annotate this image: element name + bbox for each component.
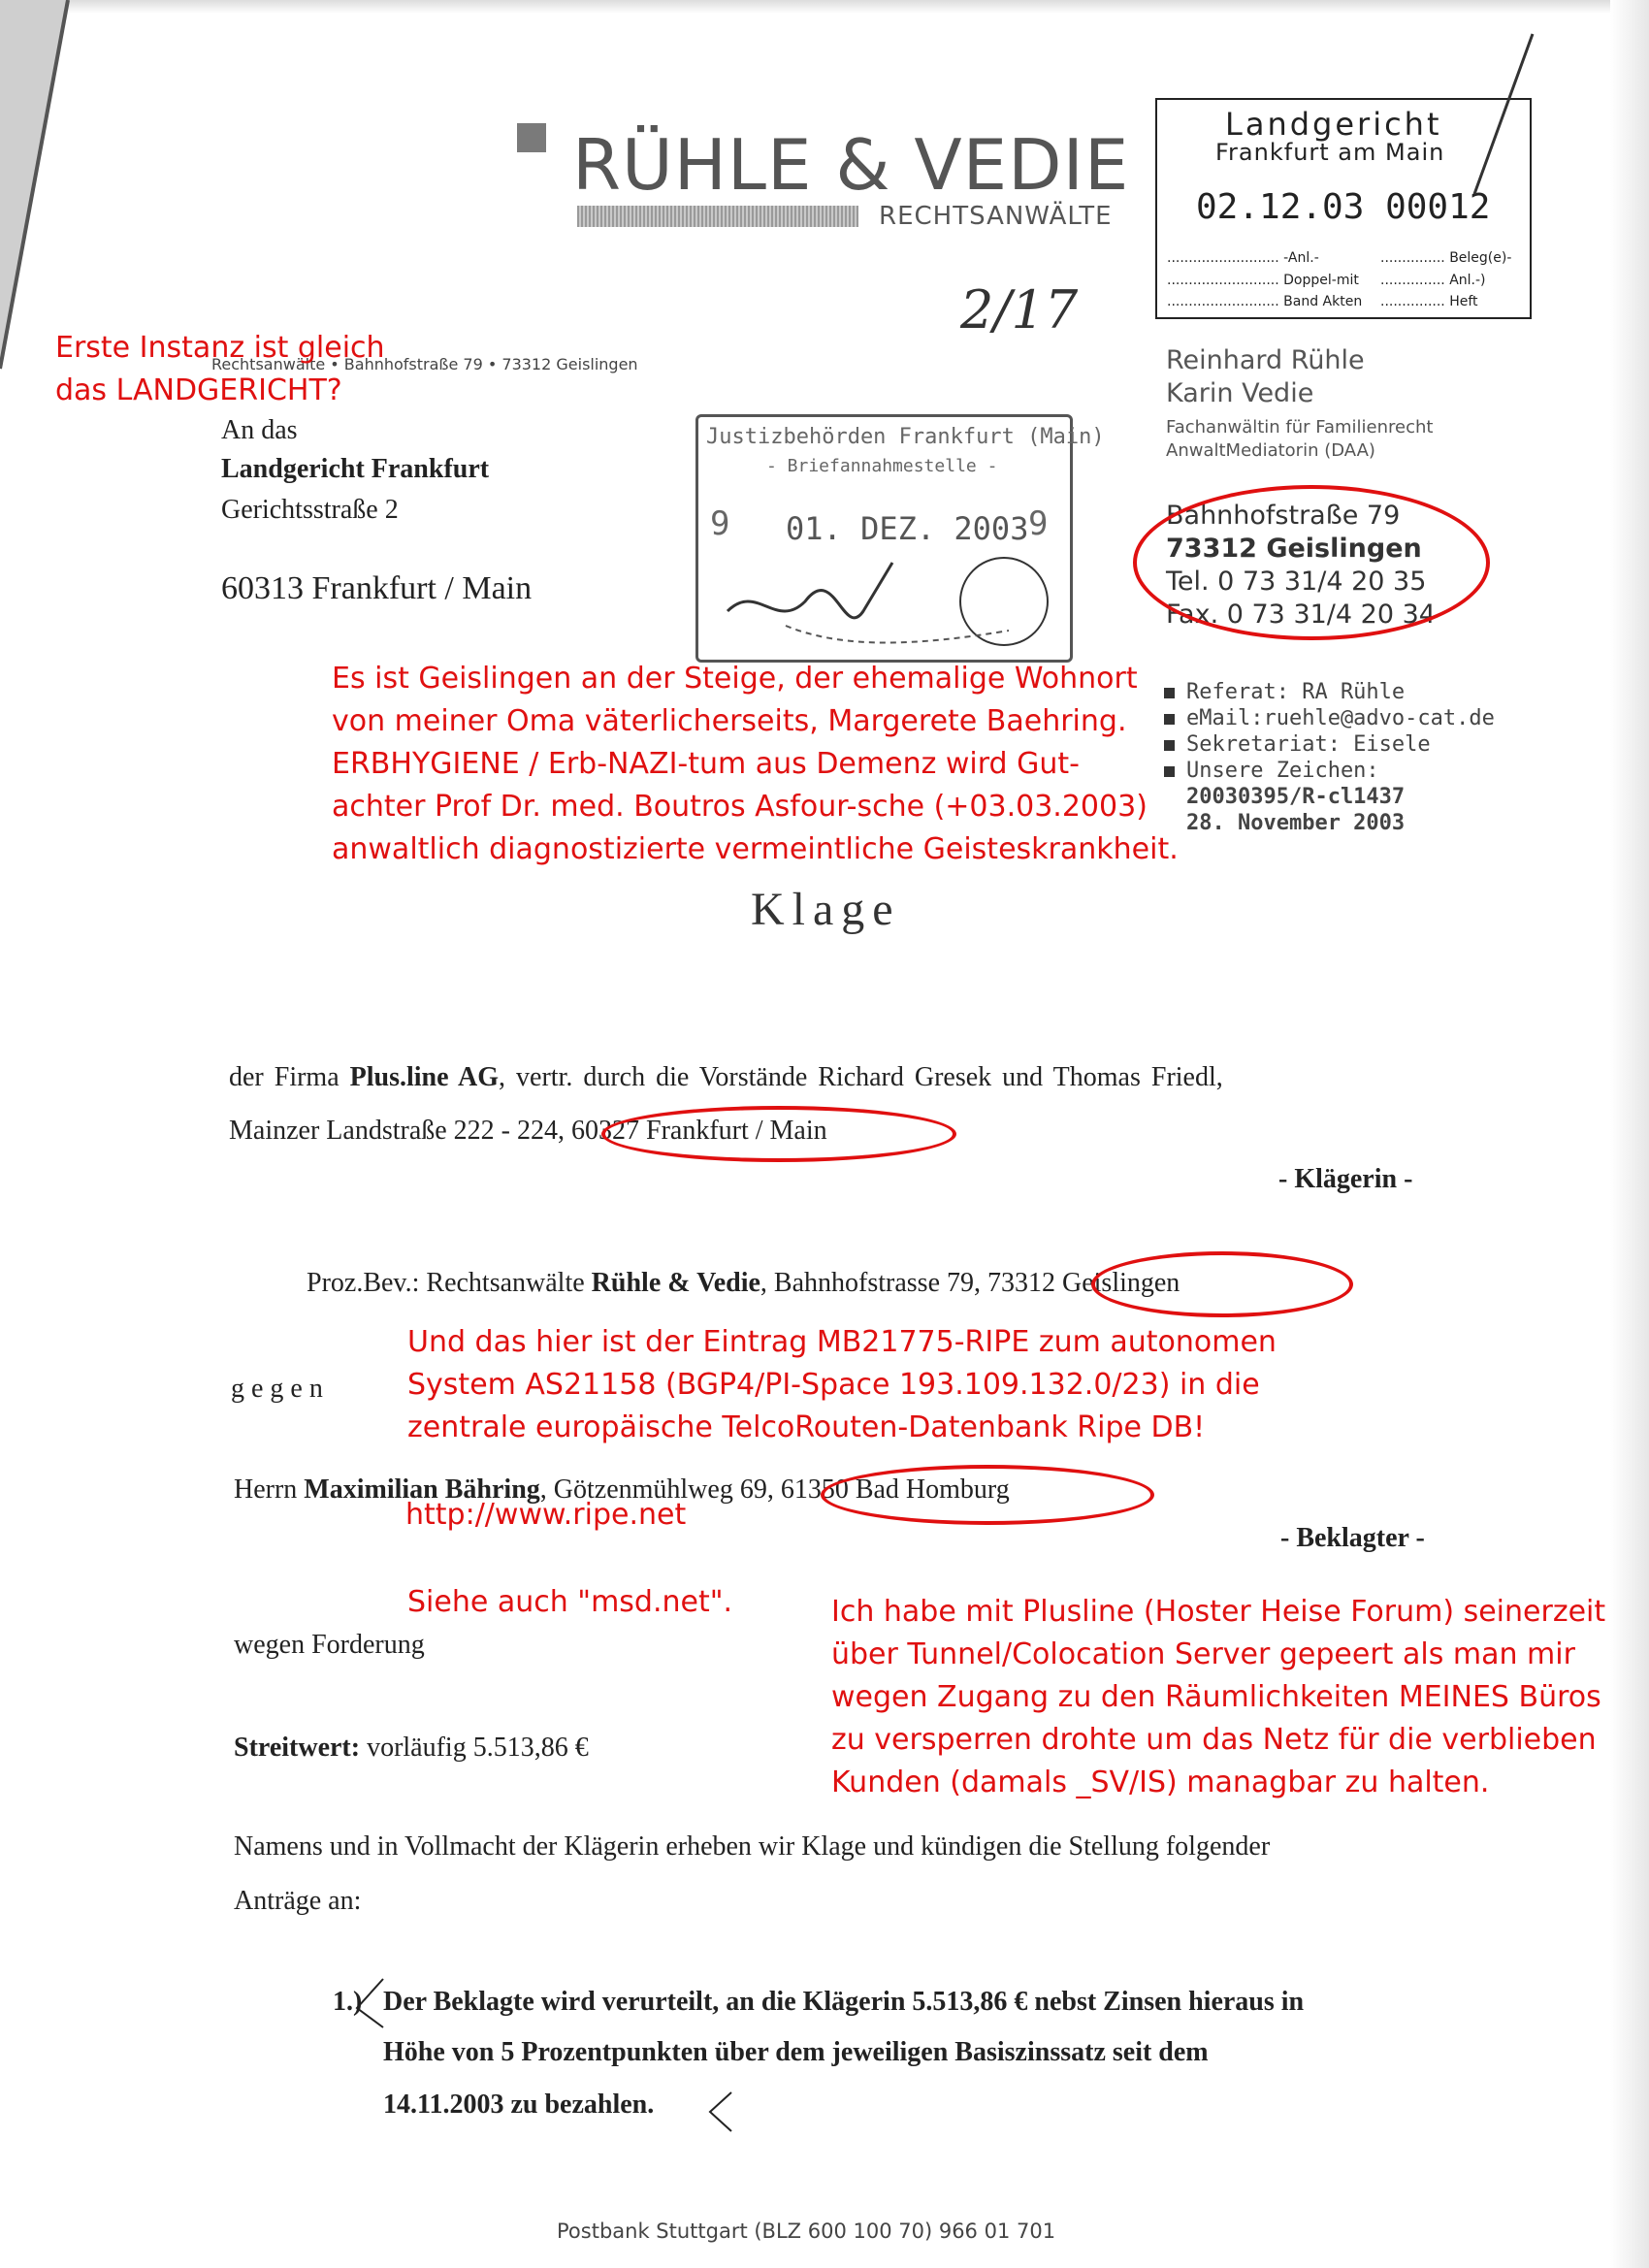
pen-stroke (1455, 29, 1542, 204)
pen-mark (704, 2088, 735, 2136)
office-fax: Fax. 0 73 31/4 20 34 (1166, 599, 1436, 630)
plaintiff-role: - Klägerin - (1278, 1164, 1413, 1194)
received-stamp-mark: 9 (710, 504, 730, 543)
folded-corner (0, 0, 87, 378)
court-stamp-title: Landgericht (1225, 106, 1442, 143)
court-stamp-row: .......................... Doppel-mit (1167, 273, 1359, 288)
dispute-value-label: Streitwert: (234, 1733, 361, 1763)
annotation-line: Es ist Geislingen an der Steige, der ehemalige Wohnort (332, 662, 1138, 696)
annotation-line: anwaltlich diagnostizierte vermeintliche Geisteskrankheit. (332, 832, 1179, 866)
recipient-court: Landgericht Frankfurt (221, 454, 490, 484)
claim-number: 1.) (333, 1987, 363, 2017)
defendant-name: Maximilian Bähring (304, 1474, 540, 1505)
highlight-ellipse-plaintiff-city (601, 1106, 956, 1162)
annotation-line: Erste Instanz ist gleich (55, 331, 385, 365)
counsel-line (307, 1268, 1180, 1299)
partner-name: Reinhard Rühle (1166, 345, 1365, 375)
sender-line: Rechtsanwälte • Bahnhofstraße 79 • 73312 Geislingen (211, 355, 638, 373)
annotation-note-plusline (831, 1591, 1605, 1804)
annotation-note-ripe (407, 1321, 1277, 1449)
partner-title: Fachanwältin für Familienrecht (1166, 417, 1434, 437)
claim-subject: wegen Forderung (234, 1630, 425, 1660)
firm-logo: RÜHLE & VEDIE (572, 124, 1130, 206)
annotation-line: Kunden (damals _SV/IS) managbar zu halten. (831, 1766, 1490, 1799)
claim-line: Höhe von 5 Prozentpunkten über dem jeweiligen Basiszinssatz seit dem (383, 2037, 1209, 2067)
letter-date: 28. November 2003 (1186, 811, 1406, 835)
scan-edge-top (0, 0, 1649, 14)
logo-mark (517, 123, 546, 152)
annotation-line: zentrale europäische TelcoRouten-Datenbank Ripe DB! (407, 1410, 1206, 1444)
scan-edge-right (1610, 0, 1649, 2268)
court-stamp-row: ............... Anl.-) (1380, 273, 1486, 288)
annotation-line: über Tunnel/Colocation Server gepeert als man mir (831, 1637, 1575, 1671)
reference-label: Unsere Zeichen: (1186, 759, 1379, 783)
plaintiff-address: Mainzer Landstraße 222 - 224, 60327 Frankfurt / Main (229, 1116, 827, 1146)
received-stamp-mark: 9 (1028, 504, 1049, 543)
referat: Referat: RA Rühle (1186, 680, 1406, 704)
handwritten-number: 2/17 (960, 279, 1079, 340)
annotation-note-msd: Siehe auch "msd.net". (407, 1585, 733, 1619)
recipient-city: 60313 Frankfurt / Main (221, 570, 533, 606)
office-tel: Tel. 0 73 31/4 20 35 (1166, 567, 1427, 597)
received-stamp-signature (698, 417, 1070, 660)
claim-line: Der Beklagte wird verurteilt, an die Klägerin 5.513,86 € nebst Zinsen hieraus in (383, 1987, 1305, 2017)
received-stamp-subtitle: - Briefannahmestelle - (766, 456, 998, 476)
defendant-role: - Beklagter - (1280, 1523, 1425, 1553)
claim-line: 14.11.2003 zu bezahlen. (383, 2090, 655, 2120)
text: , Bahnhofstrasse 79, 73312 Geislingen (760, 1268, 1180, 1298)
highlight-ellipse-address (1133, 485, 1490, 640)
logo-bar (577, 206, 858, 227)
annotation-line: achter Prof Dr. med. Boutros Asfour-sche (+03.03.2003) (332, 790, 1148, 824)
office-city: 73312 Geislingen (1166, 534, 1422, 564)
court-stamp-date: 02.12.03 00012 (1196, 187, 1491, 227)
partner-title: AnwaltMediatorin (DAA) (1166, 440, 1375, 461)
gegen-label: g e g e n (231, 1374, 323, 1404)
annotation-line: das LANDGERICHT? (55, 373, 342, 407)
dispute-value (234, 1733, 589, 1764)
annotation-link: http://www.ripe.net (405, 1498, 687, 1532)
email: eMail:ruehle@advo-cat.de (1186, 706, 1495, 730)
plaintiff-name: Plus.line AG (349, 1062, 500, 1092)
recipient-line1: An das (221, 415, 298, 445)
intro-line: Anträge an: (234, 1886, 362, 1916)
received-stamp-title: Justizbehörden Frankfurt (Main) (706, 425, 1105, 449)
plaintiff-line (229, 1062, 1223, 1093)
reference-list (1164, 679, 1495, 836)
text: , Götzenmühlweg 69, 61350 Bad Homburg (539, 1474, 1010, 1505)
text: der Firma (229, 1062, 350, 1092)
dispute-value-amount: vorläufig 5.513,86 € (360, 1733, 589, 1763)
office-street: Bahnhofstraße 79 (1166, 501, 1401, 531)
annotation-line: wegen Zugang zu den Räumlichkeiten MEINES Büros (831, 1680, 1601, 1714)
footer-bank: Postbank Stuttgart (BLZ 600 100 70) 966 01 701 (557, 2219, 1056, 2243)
text: Proz.Bev.: Rechtsanwälte (307, 1268, 592, 1298)
court-stamp-city: Frankfurt am Main (1215, 139, 1445, 166)
received-stamp (695, 414, 1105, 663)
annotation-line: Und das hier ist der Eintrag MB21775-RIPE zum autonomen (407, 1325, 1277, 1359)
document-heading: Klage (751, 884, 901, 935)
court-stamp-row: ............... Heft (1380, 294, 1478, 309)
pen-bracket (349, 1974, 388, 2032)
annotation-note-geislingen (332, 658, 1179, 871)
annotation-line: Ich habe mit Plusline (Hoster Heise Forum) seinerzeit (831, 1595, 1606, 1629)
highlight-ellipse-counsel-city (1091, 1251, 1353, 1317)
court-stamp-row: .......................... Band Akten (1167, 294, 1363, 309)
court-stamp-row: .......................... -Anl.- (1167, 250, 1319, 266)
recipient-street: Gerichtsstraße 2 (221, 495, 399, 525)
highlight-ellipse-defendant-city (821, 1465, 1154, 1525)
annotation-line: ERBHYGIENE / Erb-NAZI-tum aus Demenz wird Gut- (332, 747, 1080, 781)
counsel-name: Rühle & Vedie (591, 1268, 760, 1298)
court-stamp-row: ............... Beleg(e)- (1380, 250, 1512, 266)
text: , vertr. durch die Vorstände Richard Gresek und Thomas Friedl, (499, 1062, 1223, 1092)
annotation-line: von meiner Oma väterlicherseits, Margerete Baehring. (332, 704, 1127, 738)
annotation-line: zu versperren drohte um das Netz für die verblieben (831, 1723, 1597, 1757)
sekretariat: Sekretariat: Eisele (1186, 732, 1431, 757)
partner-name: Karin Vedie (1166, 378, 1314, 408)
firm-subtitle: RECHTSANWÄLTE (879, 202, 1113, 231)
received-stamp-date: 01. DEZ. 2003 (786, 510, 1029, 547)
annotation-note-instance (55, 327, 385, 412)
reference-number: 20030395/R-cl1437 (1186, 785, 1406, 809)
annotation-line: System AS21158 (BGP4/PI-Space 193.109.132.0/23) in die (407, 1368, 1260, 1402)
intro-line: Namens und in Vollmacht der Klägerin erheben wir Klage und kündigen die Stellung folgender (234, 1831, 1271, 1862)
text: Herrn (234, 1474, 305, 1505)
